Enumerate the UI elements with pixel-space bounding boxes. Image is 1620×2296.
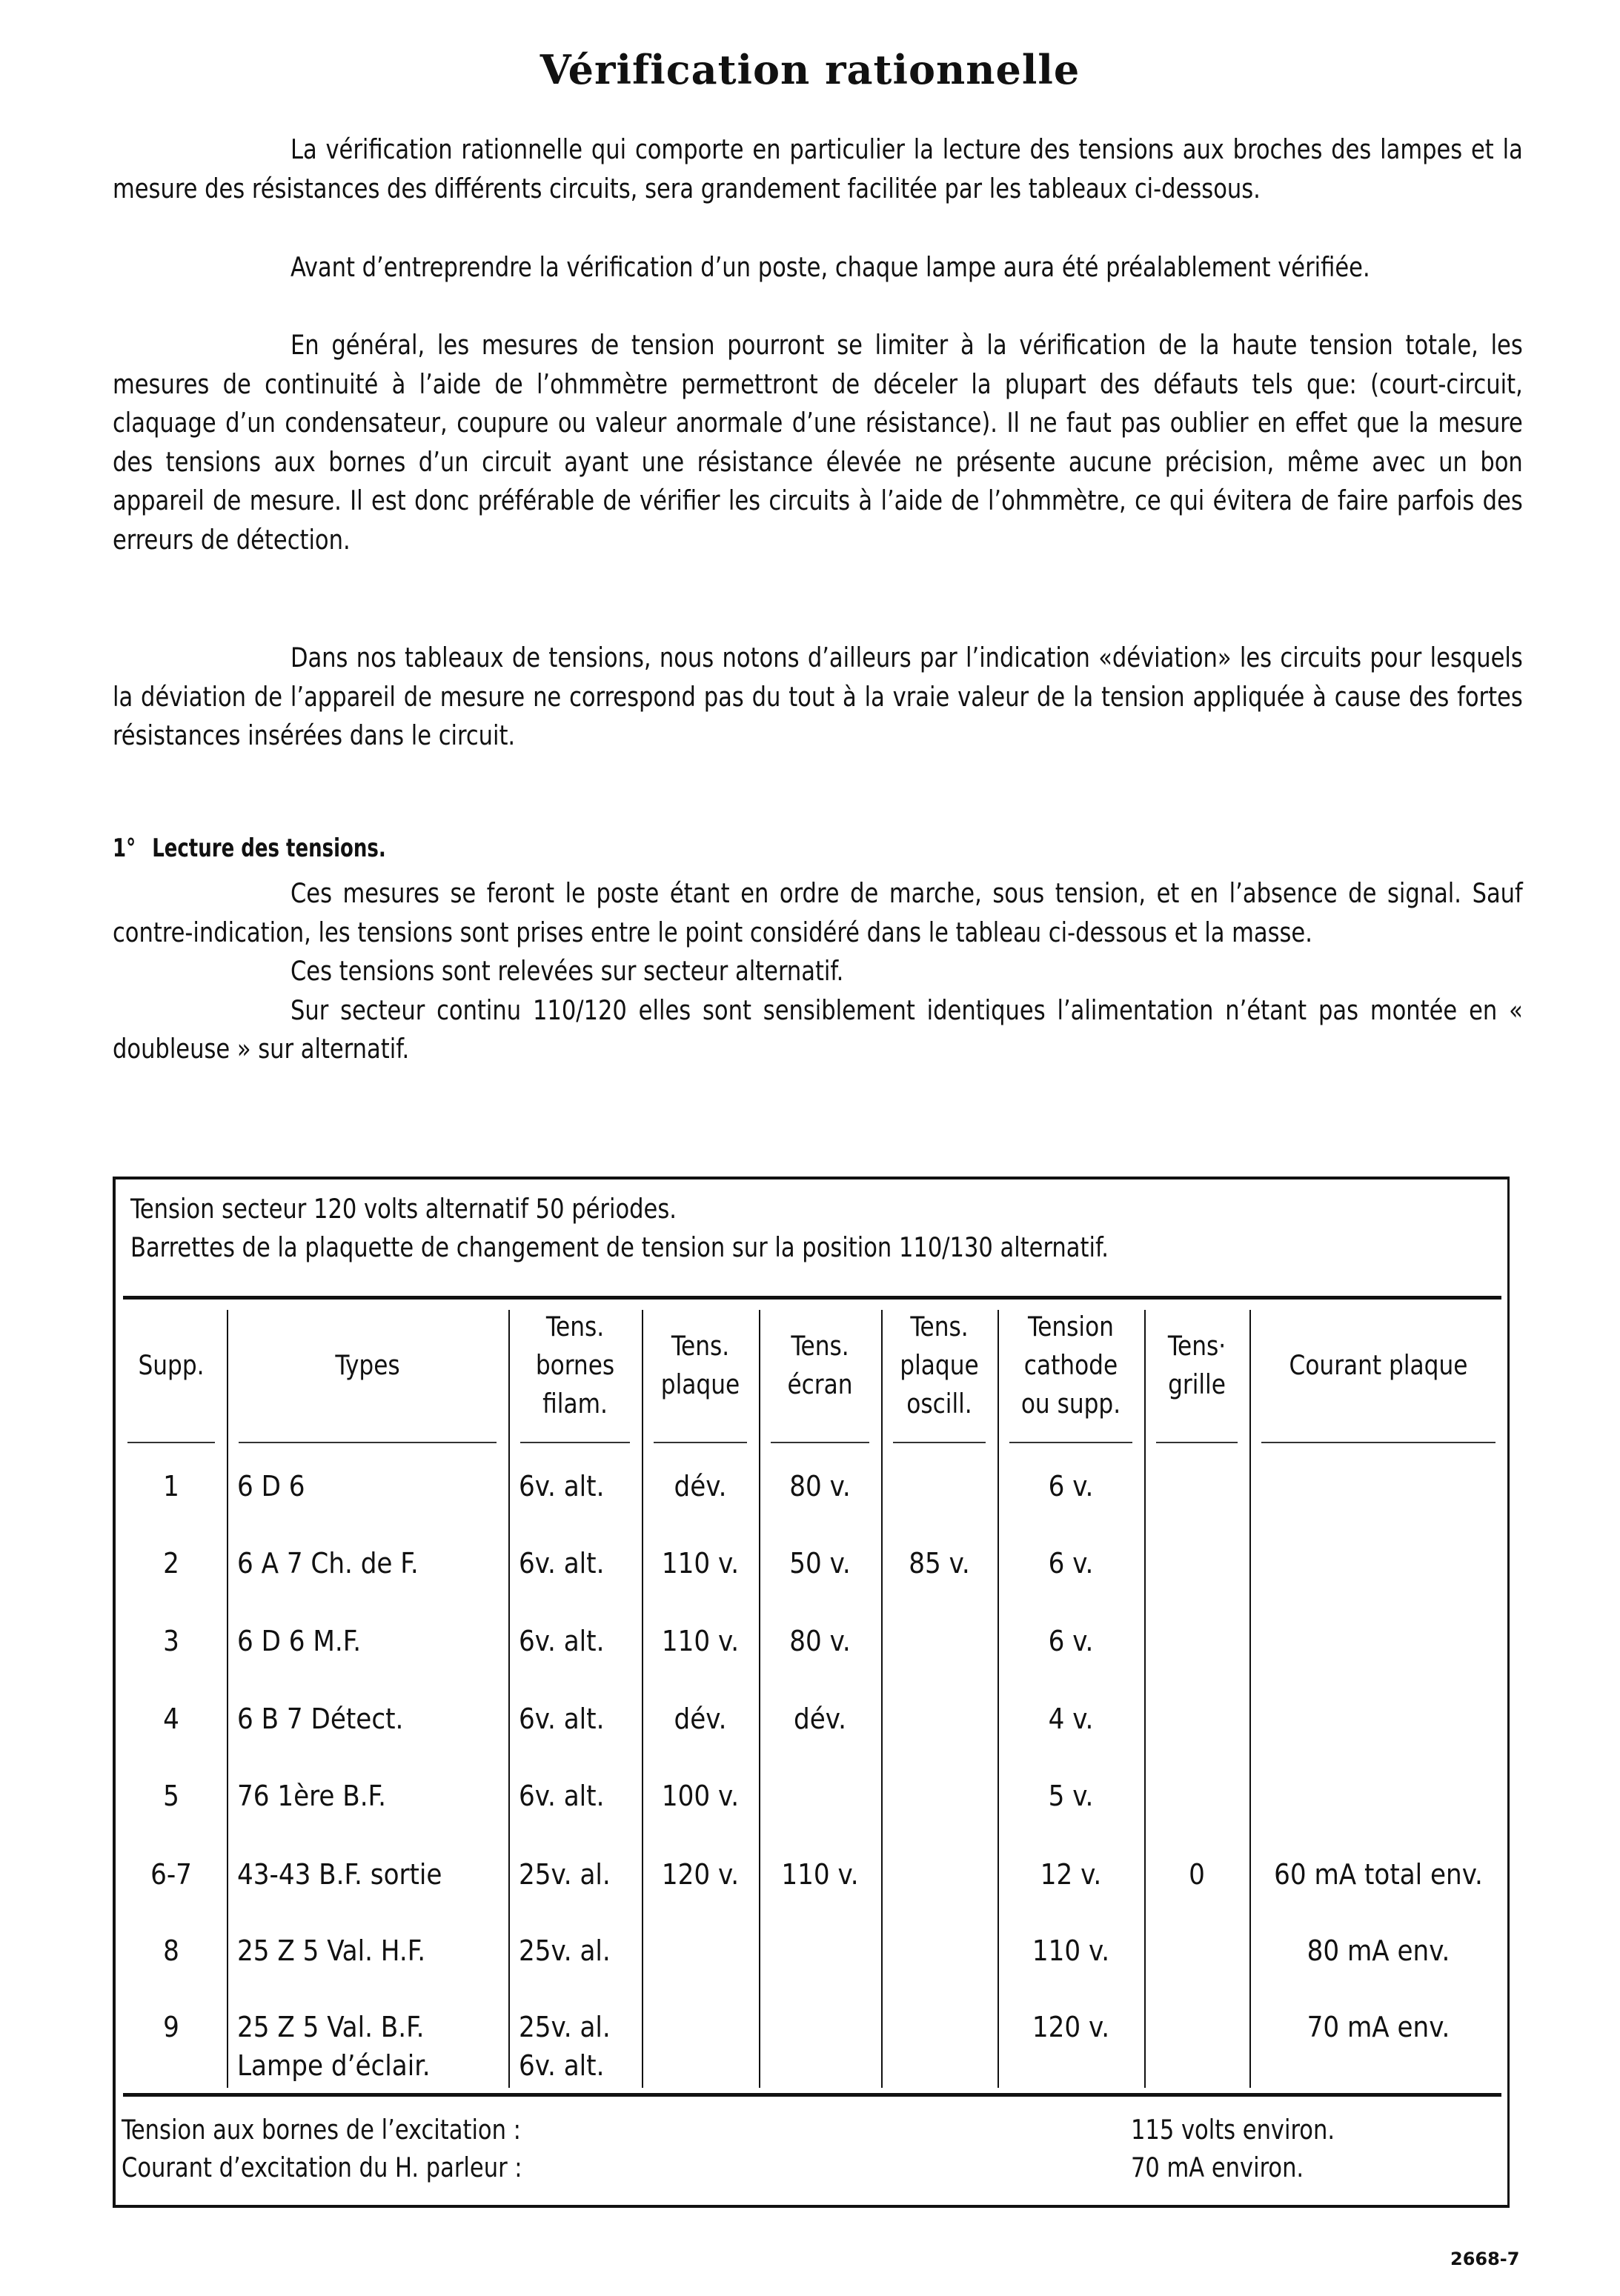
paragraph-text: Ces tensions sont relevées sur secteur alternatif. — [290, 955, 844, 987]
table-note: Barrettes de la plaquette de changement de tension sur la position 110/130 alternatif. — [130, 1231, 1109, 1263]
table-cell-filament: 6v. alt. — [519, 2049, 605, 2082]
table-cell-plate: 110 v. — [661, 1625, 740, 1657]
section-body — [113, 874, 1523, 1069]
table-cell-cathode: 6 v. — [1048, 1625, 1094, 1657]
header-line: Tens. — [545, 1311, 605, 1342]
column-header-plate — [645, 1310, 756, 1421]
table-cell-plate: 110 v. — [661, 1547, 740, 1580]
table-cell-cathode: 5 v. — [1048, 1780, 1094, 1812]
table-cell-type: 76 1ère B.F. — [237, 1780, 386, 1812]
table-cell-screen: 80 v. — [789, 1470, 851, 1503]
column-divider — [227, 1310, 228, 2088]
intro-paragraph — [113, 130, 1523, 208]
table-cell-type: 43-43 B.F. sortie — [237, 1858, 442, 1891]
header-underline — [1009, 1442, 1132, 1443]
table-cell-filament: 6v. alt. — [519, 1625, 605, 1657]
paragraph-text: En général, les mesures de tension pourront se limiter à la vérification de la haute tension totale, les mesures de continuité à l’aide de l’ohmmètre permettront de déceler la plupart des défauts tels que: (court-circuit, claquage d’un condensateur, coupure ou valeur anormale d’une résistance). Il ne faut pas oublier en effet que la mesure des tensions aux bornes d’un circuit ayant une résistance élevée ne présente aucune précision, même avec un bon appareil de mesure. Il est donc préférable de vérifier les circuits à l’aide de l’ohmmètre, ce qui évitera de faire parfois des erreurs de détection. — [113, 329, 1523, 556]
table-cell-type: 6 D 6 — [237, 1470, 305, 1503]
header-line: Tension — [1028, 1311, 1114, 1342]
header-underline — [520, 1442, 630, 1443]
footer-label: Courant d’excitation du H. parleur : — [122, 2152, 522, 2183]
column-header-filament — [512, 1310, 639, 1421]
header-line: Tens. — [910, 1311, 969, 1342]
table-cell-screen: 80 v. — [789, 1625, 851, 1657]
section-number: 1° — [113, 833, 136, 863]
header-line: ou supp. — [1020, 1388, 1121, 1420]
voltage-table — [113, 1177, 1510, 2208]
column-header-grid — [1147, 1310, 1247, 1421]
table-cell-filament: 6v. alt. — [519, 1703, 605, 1735]
table-cell-cathode: 110 v. — [1032, 1934, 1110, 1967]
header-line: Types — [335, 1349, 400, 1381]
table-cell-supp: 2 — [163, 1547, 179, 1580]
footer-label: Tension aux bornes de l’excitation : — [122, 2114, 521, 2146]
header-line: Supp. — [138, 1349, 205, 1381]
table-cell-filament: 25v. al. — [519, 1858, 611, 1891]
header-line: écran — [787, 1368, 853, 1400]
table-cell-oscillator: 85 v. — [909, 1547, 970, 1580]
table-cell-cathode: 6 v. — [1048, 1547, 1094, 1580]
table-outer-bottom — [116, 2205, 1507, 2208]
footer-value: 70 mA environ. — [1131, 2152, 1304, 2183]
column-header-type — [234, 1310, 502, 1421]
table-cell-type: 6 B 7 Détect. — [237, 1703, 404, 1735]
table-cell-plate: dév. — [674, 1703, 727, 1735]
table-cell-plate-current: 60 mA total env. — [1274, 1858, 1483, 1891]
column-header-plate-current — [1256, 1310, 1501, 1421]
table-cell-type: 25 Z 5 Val. H.F. — [237, 1934, 426, 1967]
table-cell-filament: 6v. alt. — [519, 1470, 605, 1503]
table-cell-supp: 8 — [163, 1934, 179, 1967]
column-header-oscillator — [884, 1310, 995, 1421]
page-title: Vérification rationnelle — [540, 46, 1080, 93]
table-cell-type: 25 Z 5 Val. B.F. — [237, 2011, 425, 2043]
table-cell-cathode: 120 v. — [1032, 2011, 1110, 2043]
table-cell-type: 6 D 6 M.F. — [237, 1625, 362, 1657]
table-cell-plate: 120 v. — [661, 1858, 740, 1891]
header-rule — [123, 1296, 1501, 1300]
header-underline — [771, 1442, 869, 1443]
table-cell-type: Lampe d’éclair. — [237, 2049, 431, 2082]
table-bottom-rule — [123, 2093, 1501, 2097]
lamp-check-paragraph — [113, 248, 1523, 287]
page-number: 2668-7 — [1450, 2249, 1520, 2269]
section-title: Lecture des tensions. — [152, 833, 386, 863]
paragraph-text: La vérification rationnelle qui comporte en particulier la lecture des tensions aux broches des lampes et la mesure des résistances des différents circuits, sera grandement facilitée par les tableaux ci-dessous. — [113, 133, 1523, 204]
table-cell-grid: 0 — [1189, 1858, 1205, 1891]
column-header-cathode — [1001, 1310, 1141, 1421]
header-underline — [239, 1442, 497, 1443]
header-line: plaque — [660, 1368, 740, 1400]
table-cell-supp: 5 — [163, 1780, 179, 1812]
paragraph-text: Ces mesures se feront le poste étant en ordre de marche, sous tension, et en l’absence de signal. Sauf contre-indication, les tensions sont prises entre le point considéré dans le tableau ci-dessous et la masse. — [113, 877, 1523, 948]
header-line: Tens. — [791, 1330, 849, 1362]
header-line: filam. — [542, 1388, 608, 1420]
column-divider — [1249, 1310, 1251, 2088]
column-header-screen — [762, 1310, 878, 1421]
table-note: Tension secteur 120 volts alternatif 50 périodes. — [130, 1193, 677, 1225]
header-line: bornes — [535, 1349, 615, 1381]
column-header-supp — [119, 1310, 225, 1421]
header-underline — [1156, 1442, 1238, 1443]
table-cell-type: 6 A 7 Ch. de F. — [237, 1547, 419, 1580]
column-divider — [1144, 1310, 1146, 2088]
table-cell-cathode: 12 v. — [1040, 1858, 1102, 1891]
column-divider — [642, 1310, 643, 2088]
table-cell-plate: dév. — [674, 1470, 727, 1503]
table-cell-supp: 4 — [163, 1703, 179, 1735]
footer-value: 115 volts environ. — [1131, 2114, 1335, 2146]
table-cell-plate-current: 80 mA env. — [1307, 1934, 1450, 1967]
header-line: Tens· — [1167, 1330, 1226, 1362]
paragraph-text: Avant d’entreprendre la vérification d’un poste, chaque lampe aura été préalablement vérifiée. — [290, 251, 1370, 283]
header-line: plaque — [900, 1349, 979, 1381]
table-cell-plate-current: 70 mA env. — [1307, 2011, 1450, 2043]
header-line: Tens. — [671, 1330, 730, 1362]
table-cell-supp: 9 — [163, 2011, 179, 2043]
table-cell-screen: 110 v. — [781, 1858, 859, 1891]
column-divider — [997, 1310, 999, 2088]
section-heading — [113, 833, 386, 863]
table-cell-supp: 3 — [163, 1625, 179, 1657]
deviation-paragraph — [113, 639, 1523, 756]
table-cell-screen: dév. — [794, 1703, 846, 1735]
header-underline — [654, 1442, 747, 1443]
column-divider — [508, 1310, 510, 2088]
table-cell-cathode: 6 v. — [1048, 1470, 1094, 1503]
header-line: grille — [1168, 1368, 1226, 1400]
header-line: Courant plaque — [1289, 1349, 1468, 1381]
column-divider — [881, 1310, 883, 2088]
header-underline — [893, 1442, 986, 1443]
paragraph-text: Dans nos tableaux de tensions, nous notons d’ailleurs par l’indication «déviation» les circuits pour lesquels la déviation de l’appareil de mesure ne correspond pas du tout à la vraie valeur de la tension appliquée à cause des fortes résistances insérées dans le circuit. — [113, 642, 1523, 751]
column-divider — [759, 1310, 760, 2088]
header-underline — [127, 1442, 215, 1443]
header-line: oscill. — [906, 1388, 972, 1420]
table-cell-filament: 6v. alt. — [519, 1780, 605, 1812]
general-paragraph — [113, 326, 1523, 559]
header-line: cathode — [1023, 1349, 1118, 1381]
table-top-rule — [116, 1177, 1507, 1179]
table-cell-filament: 25v. al. — [519, 2011, 611, 2043]
table-cell-plate: 100 v. — [661, 1780, 740, 1812]
paragraph-text: Sur secteur continu 110/120 elles sont sensiblement identiques l’alimentation n’étant pas montée en « doubleuse » sur alternatif. — [113, 994, 1523, 1065]
table-cell-screen: 50 v. — [789, 1547, 851, 1580]
table-cell-cathode: 4 v. — [1048, 1703, 1094, 1735]
table-cell-filament: 25v. al. — [519, 1934, 611, 1967]
table-cell-supp: 1 — [163, 1470, 179, 1503]
table-cell-filament: 6v. alt. — [519, 1547, 605, 1580]
header-underline — [1261, 1442, 1495, 1443]
table-cell-supp: 6-7 — [150, 1858, 192, 1891]
